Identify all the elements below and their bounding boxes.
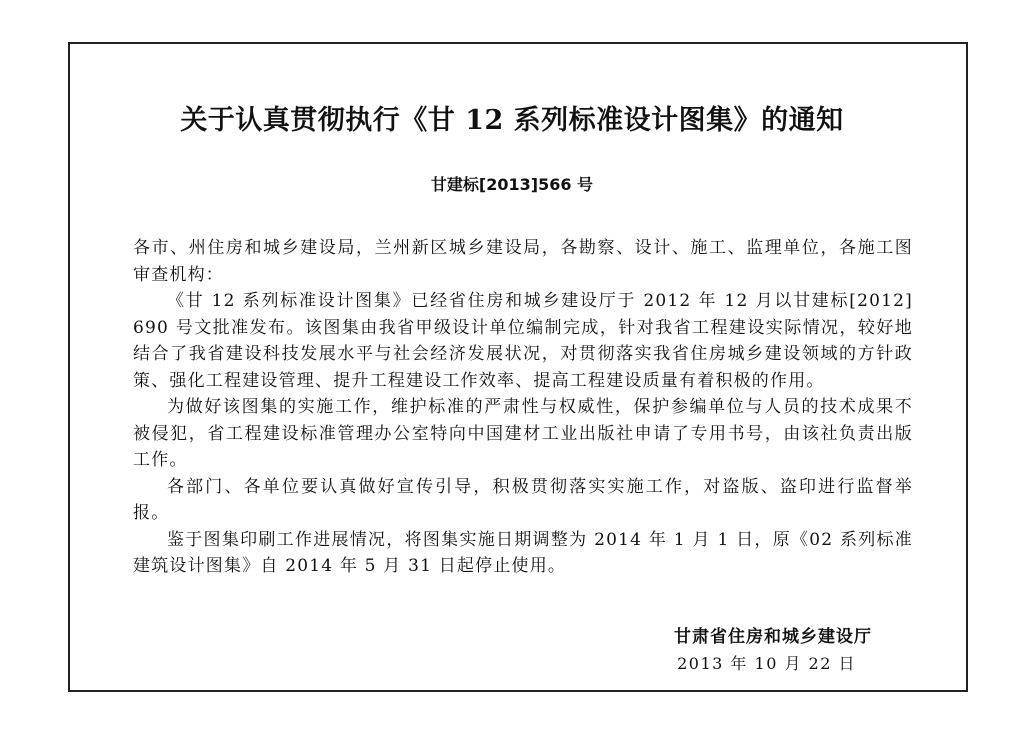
- issue-date: 2013 年 10 月 22 日: [677, 654, 856, 673]
- paragraph-3: 各部门、各单位要认真做好宣传引导，积极贯彻落实实施工作，对盗版、盗印进行监督举报。: [133, 476, 913, 523]
- document-body: [133, 235, 913, 580]
- paragraph-1: 《甘 12 系列标准设计图集》已经省住房和城乡建设厅于 2012 年 12 月以甘建标[2012] 690 号文批准发布。该图集由我省甲级设计单位编制完成，针对我省工程建设实际情况，较好地结合了我省建设科技发展水平与社会经济发展状况，对贯彻落实我省住房城乡建设领域的方针政策、强化工程建设管理、提升工程建设工作效率、提高工程建设质量有着积极的作用。: [133, 291, 913, 391]
- document-number: 甘建标[2013]566 号: [430, 175, 594, 194]
- issuing-authority: 甘肃省住房和城乡建设厅: [674, 627, 872, 647]
- page-title: 关于认真贯彻执行《甘 12 系列标准设计图集》的通知: [180, 105, 844, 136]
- paragraph-4: 鉴于图集印刷工作进展情况，将图集实施日期调整为 2014 年 1 月 1 日，原《02 系列标准建筑设计图集》自 2014 年 5 月 31 日起停止使用。: [133, 529, 913, 576]
- addressee: 各市、州住房和城乡建设局，兰州新区城乡建设局，各勘察、设计、施工、监理单位，各施工图审查机构：: [133, 238, 913, 285]
- paragraph-2: 为做好该图集的实施工作，维护标准的严肃性与权威性，保护参编单位与人员的技术成果不被侵犯，省工程建设标准管理办公室特向中国建材工业出版社申请了专用书号，由该社负责出版工作。: [133, 397, 913, 470]
